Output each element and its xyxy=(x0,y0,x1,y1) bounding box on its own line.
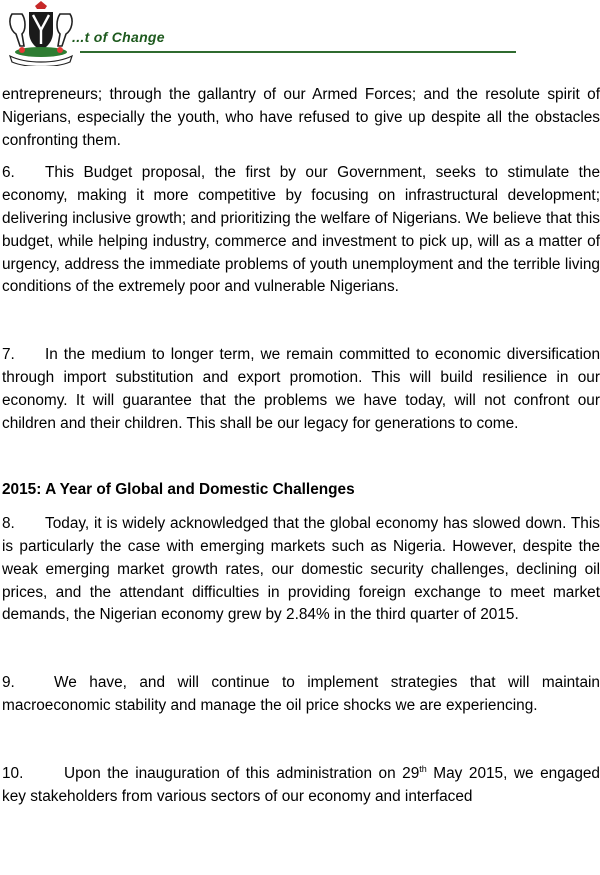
paragraph-7 xyxy=(2,344,600,435)
paragraph-text: In the medium to longer term, we remain committed to economic diversification through import substitution and export promotion. This will build resilience in our economy. It will guarantee that the problems we have today, will not confront our children and their children. This shall be our legacy for generations to come. xyxy=(2,346,600,432)
paragraph-number: 10. xyxy=(2,764,24,782)
paragraph-text: Today, it is widely acknowledged that the global economy has slowed down. This is particularly the case with emerging markets such as Nigeria. However, despite the weak emerging market growth rates, our domestic security challenges, declining oil prices, and the attendant difficulties in providing foreign exchange to meet market demands, the Nigerian economy grew by 2.84% in the third quarter of 2015. xyxy=(2,515,600,624)
coat-of-arms-icon xyxy=(2,0,80,66)
paragraph-number: 6. xyxy=(2,164,15,182)
paragraph-6 xyxy=(2,162,600,299)
section-heading: 2015: A Year of Global and Domestic Challenges xyxy=(2,481,355,499)
paragraph-8 xyxy=(2,513,600,627)
paragraph-text: We have, and will continue to implement strategies that will maintain macroeconomic stability and manage the oil price shocks we are experiencing. xyxy=(2,674,600,714)
paragraph-10 xyxy=(2,763,600,809)
paragraph-text: Upon the inauguration of this administration on 29 xyxy=(64,764,420,782)
paragraph-text-continued: May 2015, we engaged key stakeholders from various sectors of our economy and interfaced xyxy=(2,764,600,805)
paragraph-number: 8. xyxy=(2,515,15,533)
page-header xyxy=(0,0,600,62)
header-divider xyxy=(80,51,516,53)
date-ordinal-suffix: th xyxy=(419,763,427,774)
paragraph-5-continued: entrepreneurs; through the gallantry of our Armed Forces; and the resolute spirit of Nigerians, especially the youth, who have refused to give up despite all the obstacles confronting them. xyxy=(2,86,600,149)
header-title: ...t of Change xyxy=(72,29,165,45)
paragraph-number: 7. xyxy=(2,346,15,364)
document-body xyxy=(2,84,600,808)
paragraph-text: This Budget proposal, the first by our Government, seeks to stimulate the economy, making it more competitive by focusing on infrastructural development; delivering inclusive growth; and prioritizing the welfare of Nigerians. We believe that this budget, while helping industry, commerce and investment to pick up, will as a matter of urgency, address the immediate problems of youth unemployment and the terrible living conditions of the extremely poor and vulnerable Nigerians. xyxy=(2,164,600,296)
paragraph-number: 9. xyxy=(2,674,15,692)
paragraph-9 xyxy=(2,672,600,718)
